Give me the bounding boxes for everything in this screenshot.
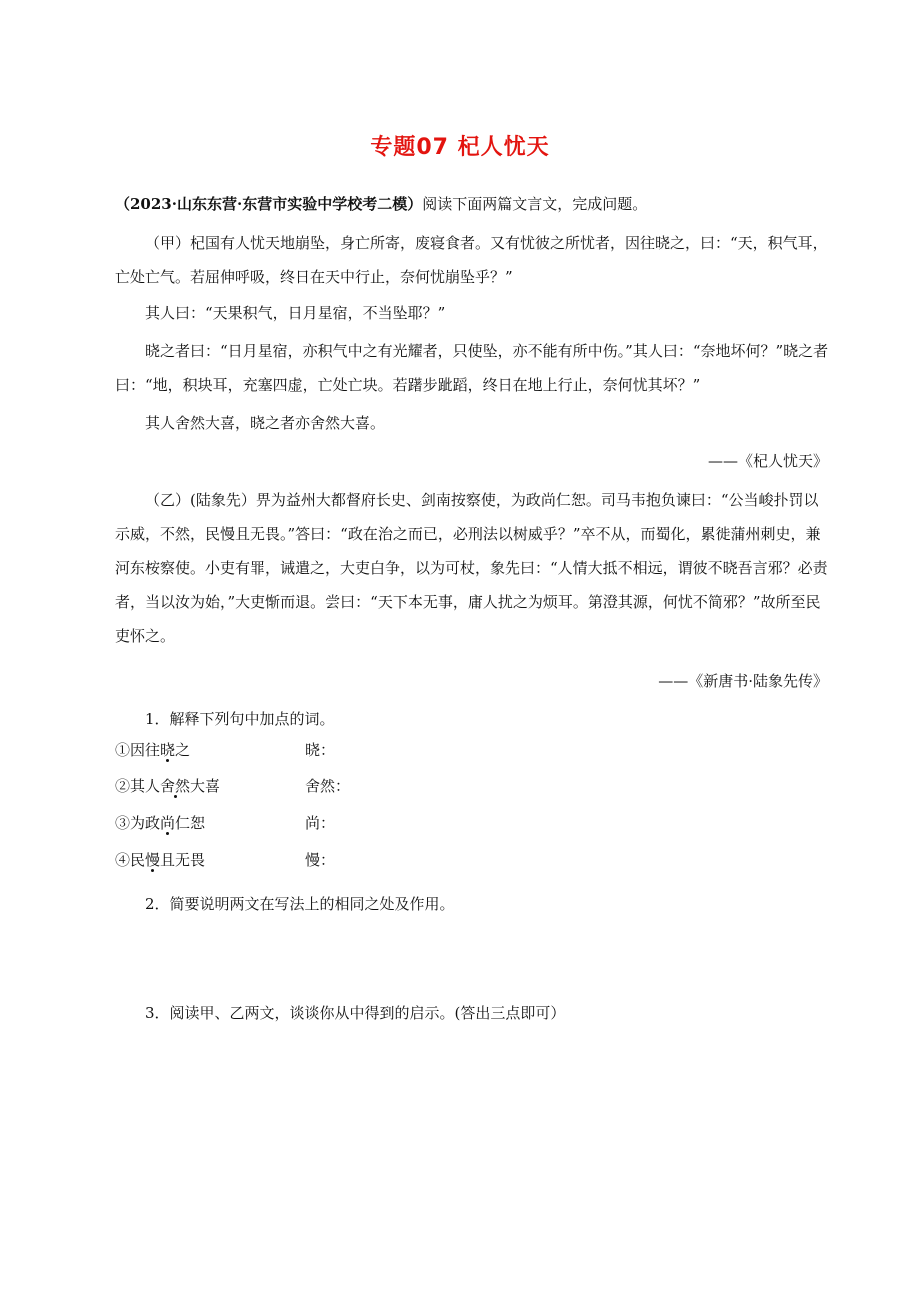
dotted-word: 慢 [145,851,161,869]
page-title: 专题07 杞人忧天 [370,135,550,160]
question-1: 1．解释下列句中加点的词。 [145,710,335,728]
answer-label: 舍然： [305,777,351,795]
passage-a-paragraph-2: 其人曰：“天果积气，日月星宿，不当坠耶？” [145,304,446,322]
question-1-item-4 [115,847,515,873]
question-1-item-1 [115,737,515,763]
instruction-text: 阅读下面两篇文言文，完成问题。 [422,195,648,213]
passage-a-paragraph-4: 其人舍然大喜，晓之者亦舍然大喜。 [145,414,386,432]
item-sentence: ②其人舍然大喜 [115,777,221,795]
item-sentence: ④民慢且无畏 [115,851,206,869]
question-1-item-3 [115,810,515,836]
answer-label: 晓： [305,741,336,759]
question-2: 2．简要说明两文在写法上的相同之处及作用。 [145,895,455,913]
dotted-word: 尚 [160,814,176,832]
item-sentence: ①因往晓之 [115,741,191,759]
dotted-word: 晓 [160,741,176,759]
item-sentence: ③为政尚仁恕 [115,814,206,832]
question-3: 3．阅读甲、乙两文，谈谈你从中得到的启示。(答出三点即可） [145,1004,566,1022]
passage-b-paragraph-1: （乙）(陆象先）畀为益州大都督府长史、剑南按察使，为政尚仁恕。司马韦抱负谏曰：“公当峻扑罚以示威，不然，民慢且无畏。”答曰：“政在治之而已，必刑法以树威乎？”卒不从，而蜀化，累徙蒲州刺史，兼河东桉察使。小吏有罪，诫遣之，大吏白争，以为可杖，象先曰：“人情大抵不相远，谓彼不晓吾言邪？必责者，当以汝为始，”大吏惭而退。尝曰：“天下本无事，庸人扰之为烦耳。第澄其源，何忧不简邪？”故所至民吏怀之。 [115,491,828,645]
question-source: （2023·山东东营·东营市实验中学校考二模） [115,195,423,213]
passage-a-paragraph-3: 晓之者曰：“日月星宿，亦积气中之有光耀者，只使坠，亦不能有所中伤。”其人曰：“奈地坏何？”晓之者曰：“地，积块耳，充塞四虚，亡处亡块。若躇步跐蹈，终日在地上行止，奈何忧其坏？” [115,342,829,394]
dotted-word: 舍然 [160,777,191,795]
passage-a-paragraph-1: （甲）杞国有人忧天地崩坠，身亡所寄，废寝食者。又有忧彼之所忧者，因往晓之，曰：“天，积气耳，亡处亡气。若屈伸呼吸，终日在天中行止，奈何忧崩坠乎？” [115,234,828,286]
answer-label: 尚： [305,814,336,832]
passage-a-source: ——《杞人忧天》 [707,452,828,470]
intro-paragraph [115,187,830,221]
passage-b-source: ——《新唐书·陆象先传》 [658,672,828,690]
answer-label: 慢： [305,851,336,869]
question-1-item-2 [115,773,515,799]
